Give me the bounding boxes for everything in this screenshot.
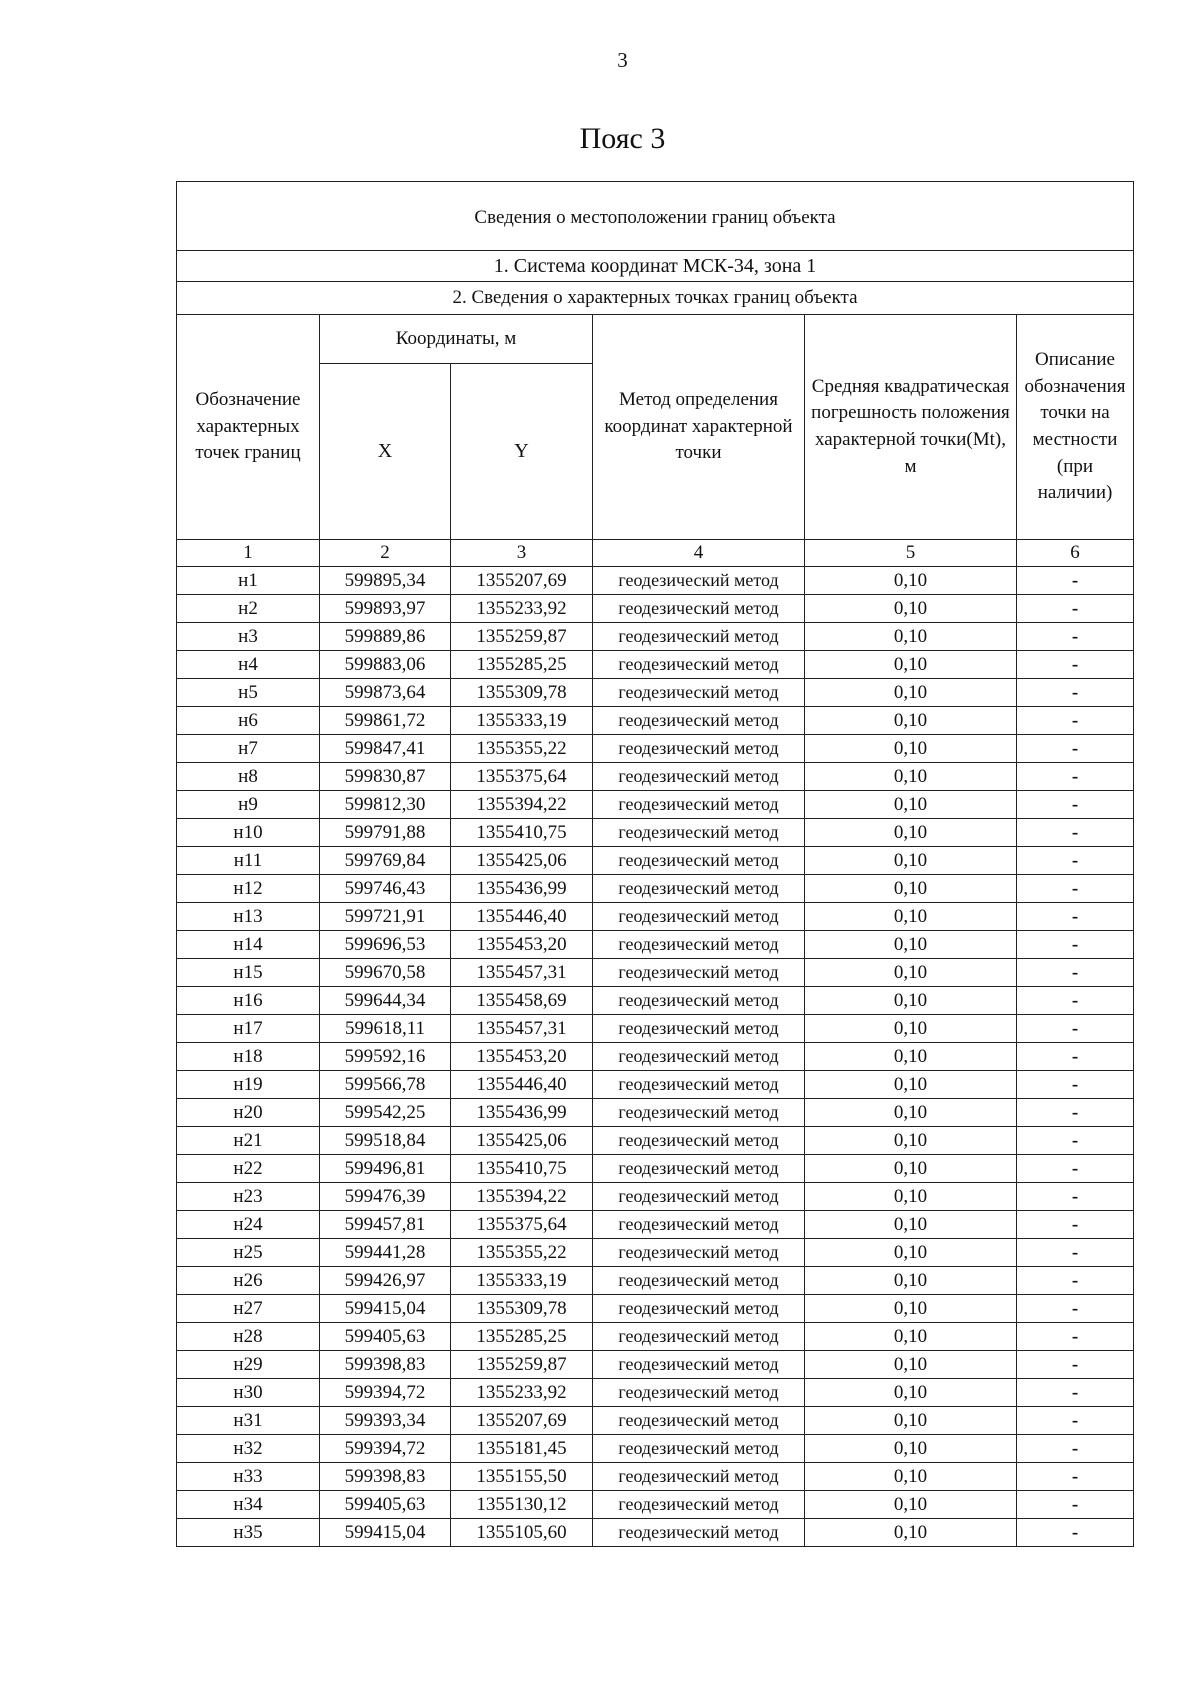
cell-method: геодезический метод: [593, 1099, 805, 1127]
cell-x: 599566,78: [320, 1071, 451, 1099]
table-row: [177, 987, 1134, 1015]
cell-point: н21: [177, 1127, 320, 1155]
table-row: [177, 1379, 1134, 1407]
cell-point: н13: [177, 903, 320, 931]
cell-x: 599746,43: [320, 875, 451, 903]
cell-error: 0,10: [805, 763, 1017, 791]
cell-y: 1355410,75: [451, 819, 593, 847]
cell-description: -: [1017, 1127, 1134, 1155]
cell-description: -: [1017, 1491, 1134, 1519]
cell-method: геодезический метод: [593, 763, 805, 791]
boundary-points-table: [176, 181, 1134, 1547]
cell-x: 599644,34: [320, 987, 451, 1015]
cell-error: 0,10: [805, 1295, 1017, 1323]
cell-method: геодезический метод: [593, 1211, 805, 1239]
cell-point: н18: [177, 1043, 320, 1071]
cell-description: -: [1017, 1015, 1134, 1043]
cell-description: -: [1017, 1183, 1134, 1211]
cell-method: геодезический метод: [593, 1239, 805, 1267]
cell-point: н31: [177, 1407, 320, 1435]
cell-point: н5: [177, 679, 320, 707]
cell-description: -: [1017, 707, 1134, 735]
cell-y: 1355285,25: [451, 1323, 593, 1351]
cell-x: 599895,34: [320, 567, 451, 595]
cell-error: 0,10: [805, 931, 1017, 959]
cell-x: 599394,72: [320, 1379, 451, 1407]
cell-point: н28: [177, 1323, 320, 1351]
cell-y: 1355130,12: [451, 1491, 593, 1519]
column-number: 6: [1017, 540, 1134, 567]
cell-y: 1355355,22: [451, 735, 593, 763]
cell-description: -: [1017, 1323, 1134, 1351]
cell-y: 1355394,22: [451, 1183, 593, 1211]
cell-method: геодезический метод: [593, 623, 805, 651]
cell-y: 1355181,45: [451, 1435, 593, 1463]
cell-error: 0,10: [805, 903, 1017, 931]
cell-method: геодезический метод: [593, 1323, 805, 1351]
cell-error: 0,10: [805, 1099, 1017, 1127]
cell-error: 0,10: [805, 651, 1017, 679]
cell-point: н29: [177, 1351, 320, 1379]
cell-x: 599769,84: [320, 847, 451, 875]
cell-y: 1355259,87: [451, 623, 593, 651]
cell-point: н22: [177, 1155, 320, 1183]
cell-description: -: [1017, 567, 1134, 595]
cell-description: -: [1017, 819, 1134, 847]
cell-point: н26: [177, 1267, 320, 1295]
cell-method: геодезический метод: [593, 1043, 805, 1071]
cell-error: 0,10: [805, 1463, 1017, 1491]
cell-point: н2: [177, 595, 320, 623]
cell-description: -: [1017, 931, 1134, 959]
cell-point: н1: [177, 567, 320, 595]
cell-y: 1355233,92: [451, 595, 593, 623]
cell-description: -: [1017, 987, 1134, 1015]
cell-description: -: [1017, 1267, 1134, 1295]
cell-error: 0,10: [805, 1071, 1017, 1099]
cell-x: 599812,30: [320, 791, 451, 819]
cell-description: -: [1017, 651, 1134, 679]
cell-error: 0,10: [805, 735, 1017, 763]
cell-y: 1355333,19: [451, 1267, 593, 1295]
table-row: [177, 567, 1134, 595]
cell-x: 599893,97: [320, 595, 451, 623]
table-row: [177, 1351, 1134, 1379]
cell-method: геодезический метод: [593, 1267, 805, 1295]
cell-description: -: [1017, 763, 1134, 791]
cell-y: 1355309,78: [451, 679, 593, 707]
table-row: [177, 595, 1134, 623]
cell-error: 0,10: [805, 1043, 1017, 1071]
cell-description: -: [1017, 959, 1134, 987]
cell-error: 0,10: [805, 1267, 1017, 1295]
cell-error: 0,10: [805, 819, 1017, 847]
cell-y: 1355436,99: [451, 875, 593, 903]
cell-method: геодезический метод: [593, 1379, 805, 1407]
table-row: [177, 847, 1134, 875]
cell-point: н20: [177, 1099, 320, 1127]
column-number: 3: [451, 540, 593, 567]
table-row: [177, 875, 1134, 903]
cell-x: 599861,72: [320, 707, 451, 735]
cell-method: геодезический метод: [593, 1407, 805, 1435]
cell-method: геодезический метод: [593, 1183, 805, 1211]
section-title: Сведения о местоположении границ объекта: [177, 182, 1134, 251]
cell-point: н3: [177, 623, 320, 651]
cell-error: 0,10: [805, 1351, 1017, 1379]
cell-description: -: [1017, 679, 1134, 707]
cell-y: 1355375,64: [451, 763, 593, 791]
cell-y: 1355446,40: [451, 903, 593, 931]
table-row: [177, 1099, 1134, 1127]
cell-point: н15: [177, 959, 320, 987]
cell-point: н17: [177, 1015, 320, 1043]
cell-x: 599670,58: [320, 959, 451, 987]
points-info-row: [177, 282, 1134, 315]
cell-y: 1355458,69: [451, 987, 593, 1015]
cell-description: -: [1017, 875, 1134, 903]
cell-x: 599441,28: [320, 1239, 451, 1267]
cell-x: 599791,88: [320, 819, 451, 847]
cell-method: геодезический метод: [593, 1015, 805, 1043]
cell-description: -: [1017, 791, 1134, 819]
cell-method: геодезический метод: [593, 791, 805, 819]
cell-error: 0,10: [805, 707, 1017, 735]
cell-error: 0,10: [805, 1323, 1017, 1351]
table-row: [177, 707, 1134, 735]
cell-error: 0,10: [805, 595, 1017, 623]
cell-x: 599847,41: [320, 735, 451, 763]
table-row: [177, 1043, 1134, 1071]
cell-y: 1355453,20: [451, 1043, 593, 1071]
cell-x: 599393,34: [320, 1407, 451, 1435]
table-row: [177, 1407, 1134, 1435]
cell-description: -: [1017, 1071, 1134, 1099]
cell-x: 599394,72: [320, 1435, 451, 1463]
cell-point: н11: [177, 847, 320, 875]
cell-method: геодезический метод: [593, 959, 805, 987]
cell-method: геодезический метод: [593, 931, 805, 959]
cell-y: 1355457,31: [451, 1015, 593, 1043]
cell-method: геодезический метод: [593, 1519, 805, 1547]
cell-point: н24: [177, 1211, 320, 1239]
cell-method: геодезический метод: [593, 651, 805, 679]
cell-y: 1355457,31: [451, 959, 593, 987]
table-row: [177, 1323, 1134, 1351]
cell-point: н27: [177, 1295, 320, 1323]
cell-error: 0,10: [805, 1127, 1017, 1155]
cell-description: -: [1017, 623, 1134, 651]
cell-method: геодезический метод: [593, 567, 805, 595]
table-row: [177, 1127, 1134, 1155]
cell-x: 599457,81: [320, 1211, 451, 1239]
header-error: Средняя квадратическая погрешность положения характерной точки(Mt), м: [805, 315, 1017, 540]
page-number: 3: [617, 48, 628, 72]
cell-description: -: [1017, 1211, 1134, 1239]
coordinate-system: 1. Система координат МСК-34, зона 1: [177, 251, 1134, 282]
section-title-row: [177, 182, 1134, 251]
cell-y: 1355233,92: [451, 1379, 593, 1407]
cell-x: 599405,63: [320, 1323, 451, 1351]
table-row: [177, 903, 1134, 931]
cell-method: геодезический метод: [593, 1071, 805, 1099]
column-number: 5: [805, 540, 1017, 567]
header-row-1: [177, 315, 1134, 364]
cell-description: -: [1017, 1463, 1134, 1491]
cell-y: 1355446,40: [451, 1071, 593, 1099]
cell-method: геодезический метод: [593, 1155, 805, 1183]
cell-description: -: [1017, 847, 1134, 875]
cell-error: 0,10: [805, 1183, 1017, 1211]
table-row: [177, 931, 1134, 959]
cell-method: геодезический метод: [593, 847, 805, 875]
cell-error: 0,10: [805, 1519, 1017, 1547]
cell-x: 599542,25: [320, 1099, 451, 1127]
table-row: [177, 1015, 1134, 1043]
cell-x: 599415,04: [320, 1295, 451, 1323]
cell-x: 599873,64: [320, 679, 451, 707]
cell-point: н10: [177, 819, 320, 847]
header-y: Y: [451, 364, 593, 540]
cell-error: 0,10: [805, 1155, 1017, 1183]
cell-description: -: [1017, 1295, 1134, 1323]
cell-point: н32: [177, 1435, 320, 1463]
cell-error: 0,10: [805, 847, 1017, 875]
cell-description: -: [1017, 1351, 1134, 1379]
cell-method: геодезический метод: [593, 1463, 805, 1491]
cell-y: 1355285,25: [451, 651, 593, 679]
cell-y: 1355155,50: [451, 1463, 593, 1491]
header-method: Метод определения координат характерной точки: [593, 315, 805, 540]
cell-method: геодезический метод: [593, 679, 805, 707]
cell-x: 599405,63: [320, 1491, 451, 1519]
table-row: [177, 735, 1134, 763]
cell-y: 1355425,06: [451, 847, 593, 875]
table-row: [177, 651, 1134, 679]
table-row: [177, 1519, 1134, 1547]
table-row: [177, 679, 1134, 707]
cell-method: геодезический метод: [593, 987, 805, 1015]
cell-error: 0,10: [805, 875, 1017, 903]
cell-y: 1355425,06: [451, 1127, 593, 1155]
cell-x: 599496,81: [320, 1155, 451, 1183]
column-number: 2: [320, 540, 451, 567]
cell-description: -: [1017, 1379, 1134, 1407]
cell-y: 1355105,60: [451, 1519, 593, 1547]
cell-y: 1355436,99: [451, 1099, 593, 1127]
cell-point: н35: [177, 1519, 320, 1547]
cell-x: 599398,83: [320, 1351, 451, 1379]
table-row: [177, 1183, 1134, 1211]
table-row: [177, 1491, 1134, 1519]
page-title: Пояс 3: [579, 122, 666, 155]
cell-y: 1355309,78: [451, 1295, 593, 1323]
header-coordinates: Координаты, м: [320, 315, 593, 364]
cell-point: н9: [177, 791, 320, 819]
cell-description: -: [1017, 1239, 1134, 1267]
cell-point: н6: [177, 707, 320, 735]
cell-y: 1355410,75: [451, 1155, 593, 1183]
cell-description: -: [1017, 1155, 1134, 1183]
cell-y: 1355207,69: [451, 567, 593, 595]
cell-point: н34: [177, 1491, 320, 1519]
cell-x: 599415,04: [320, 1519, 451, 1547]
cell-description: -: [1017, 1519, 1134, 1547]
cell-x: 599883,06: [320, 651, 451, 679]
cell-error: 0,10: [805, 1379, 1017, 1407]
cell-point: н4: [177, 651, 320, 679]
cell-error: 0,10: [805, 567, 1017, 595]
cell-description: -: [1017, 1407, 1134, 1435]
column-number: 4: [593, 540, 805, 567]
header-x: X: [320, 364, 451, 540]
cell-x: 599518,84: [320, 1127, 451, 1155]
cell-method: геодезический метод: [593, 1435, 805, 1463]
cell-error: 0,10: [805, 791, 1017, 819]
cell-point: н12: [177, 875, 320, 903]
cell-x: 599889,86: [320, 623, 451, 651]
cell-method: геодезический метод: [593, 595, 805, 623]
cell-y: 1355394,22: [451, 791, 593, 819]
table-row: [177, 1267, 1134, 1295]
table-row: [177, 1295, 1134, 1323]
table-row: [177, 1463, 1134, 1491]
coordinate-system-row: [177, 251, 1134, 282]
cell-error: 0,10: [805, 959, 1017, 987]
table-row: [177, 959, 1134, 987]
cell-description: -: [1017, 1099, 1134, 1127]
table-row: [177, 763, 1134, 791]
cell-method: геодезический метод: [593, 819, 805, 847]
cell-method: геодезический метод: [593, 1351, 805, 1379]
cell-x: 599830,87: [320, 763, 451, 791]
header-description: Описание обозначения точки на местности (при наличии): [1017, 315, 1134, 540]
cell-point: н25: [177, 1239, 320, 1267]
table-row: [177, 1211, 1134, 1239]
cell-method: геодезический метод: [593, 707, 805, 735]
cell-point: н8: [177, 763, 320, 791]
table-row: [177, 819, 1134, 847]
cell-error: 0,10: [805, 987, 1017, 1015]
cell-method: геодезический метод: [593, 1491, 805, 1519]
cell-x: 599426,97: [320, 1267, 451, 1295]
cell-point: н14: [177, 931, 320, 959]
cell-y: 1355259,87: [451, 1351, 593, 1379]
cell-error: 0,10: [805, 623, 1017, 651]
header-point-designation: Обозначение характерных точек границ: [177, 315, 320, 540]
cell-x: 599476,39: [320, 1183, 451, 1211]
cell-point: н7: [177, 735, 320, 763]
cell-y: 1355355,22: [451, 1239, 593, 1267]
cell-error: 0,10: [805, 1015, 1017, 1043]
cell-description: -: [1017, 1435, 1134, 1463]
cell-y: 1355453,20: [451, 931, 593, 959]
cell-x: 599721,91: [320, 903, 451, 931]
cell-method: геодезический метод: [593, 875, 805, 903]
cell-point: н30: [177, 1379, 320, 1407]
cell-method: геодезический метод: [593, 903, 805, 931]
cell-x: 599618,11: [320, 1015, 451, 1043]
cell-error: 0,10: [805, 1239, 1017, 1267]
cell-error: 0,10: [805, 1407, 1017, 1435]
cell-point: н19: [177, 1071, 320, 1099]
table-row: [177, 791, 1134, 819]
cell-x: 599696,53: [320, 931, 451, 959]
table-row: [177, 1155, 1134, 1183]
cell-method: геодезический метод: [593, 735, 805, 763]
cell-description: -: [1017, 903, 1134, 931]
points-info: 2. Сведения о характерных точках границ объекта: [177, 282, 1134, 315]
cell-point: н23: [177, 1183, 320, 1211]
cell-method: геодезический метод: [593, 1295, 805, 1323]
cell-error: 0,10: [805, 679, 1017, 707]
column-numbers-row: [177, 540, 1134, 567]
column-number: 1: [177, 540, 320, 567]
cell-y: 1355375,64: [451, 1211, 593, 1239]
table-row: [177, 623, 1134, 651]
cell-x: 599398,83: [320, 1463, 451, 1491]
cell-x: 599592,16: [320, 1043, 451, 1071]
cell-point: н33: [177, 1463, 320, 1491]
cell-method: геодезический метод: [593, 1127, 805, 1155]
table-row: [177, 1071, 1134, 1099]
cell-point: н16: [177, 987, 320, 1015]
table-row: [177, 1239, 1134, 1267]
cell-description: -: [1017, 1043, 1134, 1071]
cell-y: 1355333,19: [451, 707, 593, 735]
cell-error: 0,10: [805, 1491, 1017, 1519]
cell-y: 1355207,69: [451, 1407, 593, 1435]
table-row: [177, 1435, 1134, 1463]
cell-error: 0,10: [805, 1211, 1017, 1239]
cell-description: -: [1017, 735, 1134, 763]
cell-description: -: [1017, 595, 1134, 623]
cell-error: 0,10: [805, 1435, 1017, 1463]
